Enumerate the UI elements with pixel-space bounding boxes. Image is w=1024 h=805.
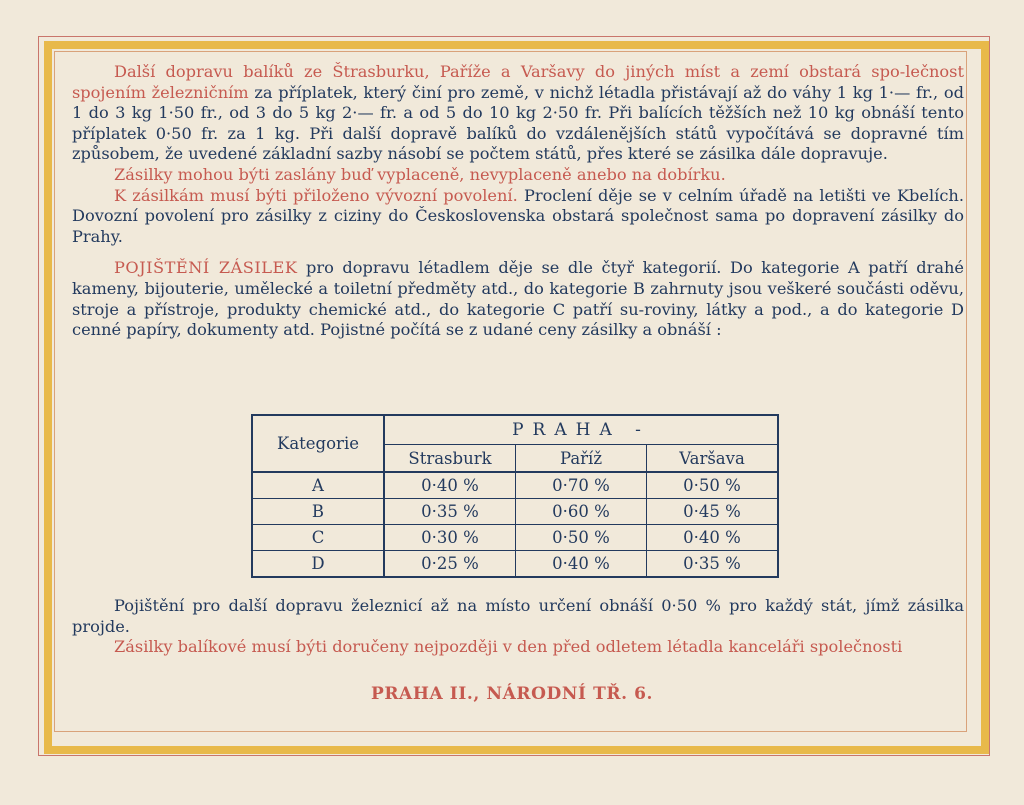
paragraph-gap: [72, 247, 964, 258]
rate-cell: 0·50 %: [647, 472, 779, 499]
rate-cell: 0·25 %: [384, 551, 516, 578]
category-cell: C: [252, 525, 384, 551]
export-permit-text: K zásilkám musí býti přiloženo vývozní povolení.: [114, 185, 518, 205]
rail-transport-red-text: Další dopravu balíků ze Štrasburku, Paříže a Varšavy do jiných míst a zemí obstará spo-lečnost spojením železničním: [72, 62, 964, 102]
category-cell: D: [252, 551, 384, 578]
table-row-d: [252, 551, 778, 578]
rail-insurance-text: Pojištění pro další dopravu železnicí až na místo určení obnáší 0·50 % pro každý stát, jímž zásilka projde.: [72, 596, 964, 636]
insurance-text: pro dopravu létadlem děje se dle čtyř kategorií. Do kategorie A patří drahé kameny, bijouterie, umělecké a toiletní předměty atd., do kategorie B zahrnuty jsou veškeré součásti oděvu, stroje a přístroje, produkty chemické atd., do kategorie C patří su-roviny, látky a pod., a do kategorie D cenné papíry, dokumenty atd. Pojistné počítá se z udané ceny zásilky a obnáší :: [72, 258, 964, 340]
delivery-deadline-text: Zásilky balíkové musí býti doručeny nejpozději v den před odletem létadla kanceláři společnosti: [114, 637, 903, 657]
customs-text: Proclení děje se v celním úřadě na letišti ve Kbelích. Dovozní povolení pro zásilky z ciziny do Československa obstará společnost sama po dopravení zásilky do Prahy.: [72, 185, 964, 246]
column-header-pariz: Paříž: [516, 445, 647, 473]
rate-cell: 0·40 %: [516, 551, 647, 578]
table-row-b: [252, 499, 778, 525]
rate-cell: 0·40 %: [384, 472, 516, 499]
insurance-heading: POJIŠTĚNÍ ZÁSILEK: [114, 258, 298, 278]
table-row-c: [252, 525, 778, 551]
payment-options-text: Zásilky mohou býti zaslány buď vyplaceně, nevyplaceně anebo na dobírku.: [114, 164, 726, 184]
kategorie-header: Kategorie: [252, 415, 384, 472]
insurance-rate-table: [251, 414, 779, 578]
paragraph-customs: [72, 186, 964, 248]
column-header-strasburk: Strasburk: [384, 445, 516, 473]
paragraph-insurance: [72, 258, 964, 340]
rate-cell: 0·40 %: [647, 525, 779, 551]
paragraph-rail-transport: [72, 62, 964, 165]
praha-group-header: PRAHA -: [384, 415, 778, 445]
category-cell: A: [252, 472, 384, 499]
rate-cell: 0·30 %: [384, 525, 516, 551]
rate-cell: 0·45 %: [647, 499, 779, 525]
rate-cell: 0·50 %: [516, 525, 647, 551]
office-address: PRAHA II., NÁRODNÍ TŘ. 6.: [370, 684, 654, 704]
body-text: [72, 62, 964, 341]
insurance-table-wrap: [251, 414, 779, 578]
column-header-varsava: Varšava: [647, 445, 779, 473]
category-cell: B: [252, 499, 384, 525]
rate-cell: 0·35 %: [683, 554, 741, 573]
rail-transport-surcharge-text: za příplatek, který činí pro země, v nichž létadla přistávají až do váhy 1 kg 1·— fr., od 1 do 3 kg 1·50 fr., od 3 do 5 kg 2·— fr. a od 5 do 10 kg 2·50 fr. Při balících těžších než 10 kg obnáší tento příplatek 0·50 fr. za 1 kg. Při další dopravě balíků do vzdálenějších států vypočítává se dopravné tím způsobem, že uvedené základní sazby násobí se počtem států, přes které se zásilka dále dopravuje.: [72, 82, 964, 164]
rate-cell: 0·60 %: [516, 499, 647, 525]
table-row-a: [252, 472, 778, 499]
rate-cell: 0·70 %: [516, 472, 647, 499]
footer-text: [72, 596, 964, 658]
rate-cell: 0·35 %: [384, 499, 516, 525]
